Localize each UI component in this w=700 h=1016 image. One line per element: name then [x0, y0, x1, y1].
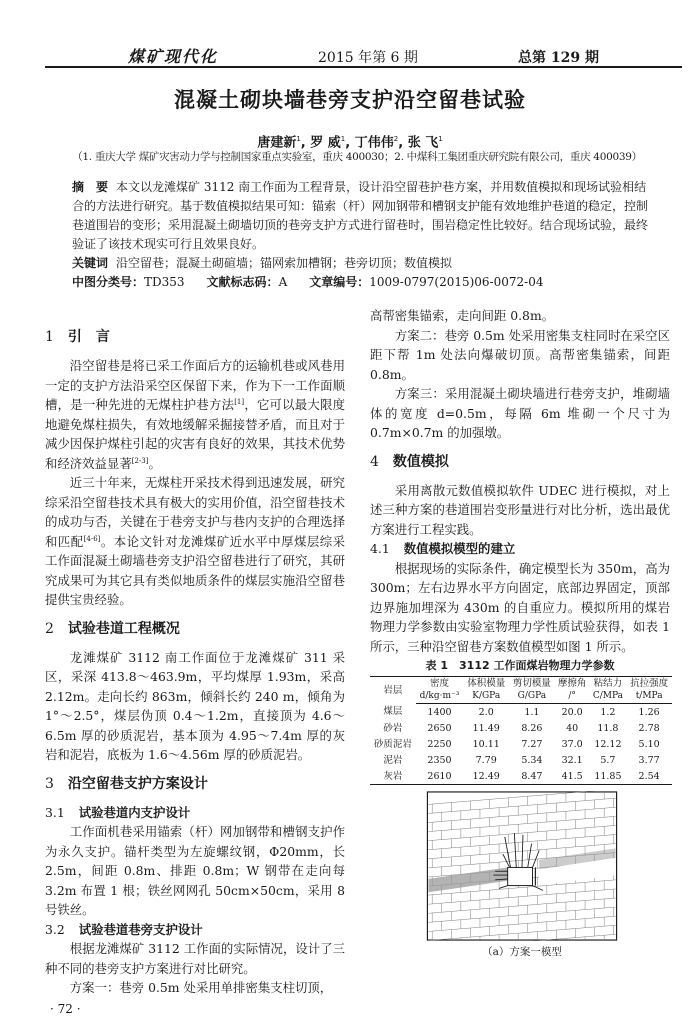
subsection-heading — [370, 539, 670, 559]
paragraph: 方案二：巷旁 0.5m 处采用密集支柱同时在采空区距下帮 1m 处法向爆破切顶。高帮密集锚索，间距 0.8m。 — [370, 327, 670, 382]
table-body — [370, 704, 672, 785]
table-row — [370, 704, 672, 721]
roadway-opening — [508, 867, 533, 885]
author-name: 丁伟伟 — [354, 135, 394, 151]
table-cell: 2610 — [416, 768, 464, 785]
running-header — [45, 44, 682, 67]
table-row — [370, 752, 672, 768]
table-units-row — [370, 690, 672, 704]
figure-caption: （a）方案一模型 — [482, 946, 562, 958]
clc-label: 中图分类号： — [72, 275, 145, 289]
table-cell: 10.11 — [472, 738, 500, 750]
paragraph-text: 近三十年来，无煤柱开采技术得到迅速发展，研究综采沿空留巷技术具有极大的实用价值，沿空留巷技术的成功与否，关键在于巷旁支护与巷内支护的合理选择和匹配 — [45, 475, 345, 549]
paragraph-text: 。 — [148, 455, 161, 471]
affiliations: （1. 重庆大学 煤矿灾害动力学与控制国家重点实验室，重庆 400030；2. 中煤科工集团重庆研究院有限公司，重庆 400039） — [72, 151, 642, 163]
table-cell: 12.49 — [463, 768, 509, 785]
article-no-value: 1009-0797(2015)06-0072-04 — [369, 275, 544, 289]
column-header: 密度 — [416, 677, 464, 691]
model-diagram — [422, 791, 622, 941]
row-label: 砂岩 — [383, 722, 403, 734]
doc-code-value: A — [278, 275, 288, 289]
paragraph: 方案三：采用混凝土砌块墙进行巷旁支护，堆砌墙体的宽度 d=0.5m，每隔 6m 堆砌一个尺寸为 0.7m×0.7m 的加强墩。 — [370, 386, 670, 440]
citation: [4-6] — [83, 534, 101, 543]
table-cell: 20.0 — [561, 706, 583, 718]
row-label: 泥岩 — [383, 754, 403, 766]
row-label: 砂质泥岩 — [373, 738, 412, 750]
classification-line — [72, 273, 652, 292]
table-cell: 11.85 — [590, 768, 627, 785]
table-cell: 3.77 — [638, 754, 660, 766]
table-cell: 2.78 — [638, 722, 660, 734]
table-cell: 12.12 — [594, 738, 622, 750]
table-cell: 1.26 — [638, 706, 660, 718]
table-cell: 40 — [566, 722, 579, 734]
column-unit: K/GPa — [463, 690, 509, 704]
table-row — [370, 736, 672, 752]
section-number: 1 — [45, 329, 54, 345]
author-affiliation-mark: 2 — [393, 135, 399, 143]
paragraph — [45, 356, 345, 473]
table-cell: 2.54 — [626, 768, 672, 785]
table-cell: 11.49 — [472, 722, 500, 734]
header-rule — [45, 66, 682, 68]
table-cell: 8.47 — [509, 768, 555, 785]
table-title: 表 1 3112 工作面煤岩物理力学参数 — [425, 659, 615, 672]
paragraph: 采用离散元数值模拟软件 UDEC 进行模拟，对上述三种方案的巷道围岩变形量进行对比分析，选出最优方案进行工程实践。 — [370, 482, 670, 537]
column-header: 体积模量 — [463, 677, 509, 691]
keywords-label: 关键词 — [72, 256, 109, 270]
paragraph: 龙滩煤矿 3112 南工作面位于龙滩煤矿 311 采区，采深 413.8～463.9m，平均煤厚 1.93m，采高 2.12m。走向长约 863m，倾斜长约 240 m，倾角为 1°～2.5°，煤层伪顶 0.4～1.2m，直接顶为 4.6～6.5m 厚的砂质泥岩，基本顶为 4.95～7.4m 厚的灰岩和泥岩，底板为 1.6～4.56m 厚的砂质泥岩。 — [45, 649, 345, 762]
section-heading — [370, 451, 670, 473]
column-header: 抗拉强度 — [626, 677, 672, 691]
section-heading — [45, 618, 345, 640]
author-affiliation-mark: 1 — [296, 135, 301, 143]
table-row — [370, 720, 672, 736]
section-heading — [45, 326, 345, 348]
section-title: 引 言 — [67, 329, 110, 345]
abstract — [72, 178, 652, 254]
issue-label: 2015 年第 6 期 — [318, 50, 418, 66]
author-name: 张 飞 — [407, 135, 439, 151]
table-cell: 11.8 — [597, 722, 619, 734]
table-cell: 1.1 — [524, 706, 540, 718]
table-cell: 5.34 — [521, 754, 543, 766]
section-heading — [45, 773, 345, 795]
paragraph: 根据现场的实际条件，确定模型长为 350m，高为 300m；左右边界水平方向固定，底部边界固定，顶部边界施加埋深为 430m 的自重应力。模拟所用的煤岩物理力学参数由实验室物理力学性质试验获得，如表 1 所示，三种沿空留巷方案数值模型如图 1 所示。 — [370, 560, 670, 654]
paragraph: 根据龙滩煤矿 3112 工作面的实际情况，设计了三种不同的巷旁支护方案进行对比研究。 — [45, 941, 345, 976]
author-name: 罗 威 — [310, 135, 341, 151]
subsection-heading — [45, 920, 345, 940]
section-title: 试验巷道工程概况 — [67, 620, 180, 637]
keywords-text: 沿空留巷；混凝土砌碹墙；锚网索加槽钢；巷旁切顶；数值模拟 — [116, 256, 453, 270]
table-cell: 5.7 — [600, 754, 616, 766]
table-cell: 2350 — [427, 754, 452, 766]
paragraph: 工作面机巷采用锚索（杆）网加钢带和槽钢支护作为永久支护。锚杆类型为左旋螺纹钢，Φ20mm，长 2.5m，间距 0.8m、排距 0.8m；W 钢带在走向每 3.2m 布置 1 根；铁丝网网孔 50cm×50cm，采用 8 号铁丝。 — [45, 824, 345, 917]
abstract-label: 摘 要 — [72, 180, 109, 194]
table-cell: 5.10 — [638, 738, 660, 750]
left-column — [45, 318, 345, 998]
author-affiliation-mark: 1 — [340, 135, 346, 143]
subsection-title: 试验巷道巷旁支护设计 — [78, 921, 203, 937]
column-header: 剪切模量 — [509, 677, 555, 691]
paragraph — [45, 473, 345, 610]
clc-value: TD353 — [144, 275, 185, 289]
keywords — [72, 254, 652, 273]
subsection-heading — [45, 803, 345, 823]
article-title: 混凝土砌块墙巷旁支护沿空留巷试验 — [174, 88, 526, 112]
article-no-label: 文章编号： — [309, 275, 370, 289]
table-cell: 1400 — [427, 706, 452, 718]
table-cell: 2.0 — [478, 706, 494, 718]
paragraph-text: ，它可以最大限度地避免煤柱损失，有效地缓解采掘接替矛盾，而且对于减少因保护煤柱引起的灾害有良好的效果，其技术优势和经济效益显著 — [45, 397, 346, 471]
row-label: 煤层 — [383, 706, 403, 718]
table-header-row — [370, 677, 672, 691]
right-column — [370, 306, 670, 959]
table-cell: 1.2 — [600, 706, 616, 718]
column-unit: G/GPa — [509, 690, 555, 704]
paragraph: 高帮密集锚索，走向间距 0.8m。 — [370, 308, 555, 323]
total-issue-label: 总第 129 期 — [518, 50, 599, 66]
column-header: 摩擦角 — [555, 677, 590, 691]
front-matter — [72, 178, 652, 292]
column-header: 粘结力 — [590, 677, 627, 691]
table-cell: 8.26 — [521, 722, 543, 734]
subsection-number: 3.2 — [45, 921, 65, 937]
citation: [1] — [234, 397, 245, 406]
paragraph-text: 沿空留巷是将已采工作面后方的运输机巷或风巷用一定的支护方法沿采空区保留下来，作为下一工作面顺槽，是一种先进的无煤柱护巷方法 — [45, 358, 345, 412]
paragraph-text: 。本论文针对龙滩煤矿近水平中厚煤层综采工作面混凝土砌墙巷旁支护沿空留巷进行了研究，其研究成果可为其它具有类似地质条件的煤层实施沿空留巷提供宝贵经验。 — [45, 533, 346, 607]
section-number: 3 — [45, 775, 54, 792]
table-cell: 2250 — [427, 738, 452, 750]
doc-code-label: 文献标志码： — [206, 275, 279, 289]
subsection-title: 试验巷道内支护设计 — [78, 804, 191, 820]
page-number: · 72 · — [50, 1002, 81, 1016]
table-cell: 41.5 — [555, 768, 590, 785]
table-cell: 2650 — [427, 722, 452, 734]
subsection-number: 4.1 — [370, 541, 390, 556]
abstract-text: 本文以龙滩煤矿 3112 南工作面为工程背景，设计沿空留巷护巷方案，并用数值模拟和现场试验相结合的方法进行研究。基于数值模拟结果可知：锚索（杆）网加钢带和槽钢支护能有效地维护巷道的稳定，控制巷道围岩的变形；采用混凝土砌墙切顶的巷旁支护方式进行留巷时，围岩稳定性比较好。结合现场试验，最终验证了该技术现实可行且效果良好。 — [72, 180, 649, 251]
table-row — [370, 768, 672, 785]
author-list: 唐建新$^1$, 罗 威$^1$, 丁伟伟$^2$, 张 飞$^1$ — [257, 135, 443, 151]
subsection-number: 3.1 — [45, 804, 65, 820]
subsection-title: 数值模拟模型的建立 — [403, 541, 516, 556]
figure-1a — [422, 791, 622, 959]
row-label: 灰岩 — [370, 768, 416, 785]
table-cell: 32.1 — [561, 754, 583, 766]
section-number: 4 — [370, 453, 379, 470]
author-name: 唐建新 — [257, 135, 297, 151]
paragraph: 方案一：巷旁 0.5m 处采用单排密集支柱切顶， — [69, 980, 333, 995]
table-cell: 37.0 — [561, 738, 583, 750]
journal-name: 煤矿现代化 — [128, 47, 219, 66]
column-unit: C/MPa — [590, 690, 627, 704]
section-title: 数值模拟 — [392, 453, 449, 470]
rock-parameters-table — [370, 676, 672, 785]
column-header: 岩层 — [370, 677, 416, 704]
section-number: 2 — [45, 620, 54, 637]
section-title: 沿空留巷支护方案设计 — [67, 775, 208, 792]
table-cell: 7.79 — [475, 754, 497, 766]
citation: [2-3] — [131, 456, 149, 465]
column-unit: /° — [555, 690, 590, 704]
column-unit: d/kg·m⁻³ — [416, 690, 464, 704]
table-cell: 7.27 — [521, 738, 543, 750]
column-unit: t/MPa — [626, 690, 672, 704]
author-affiliation-mark: 1 — [438, 135, 443, 143]
